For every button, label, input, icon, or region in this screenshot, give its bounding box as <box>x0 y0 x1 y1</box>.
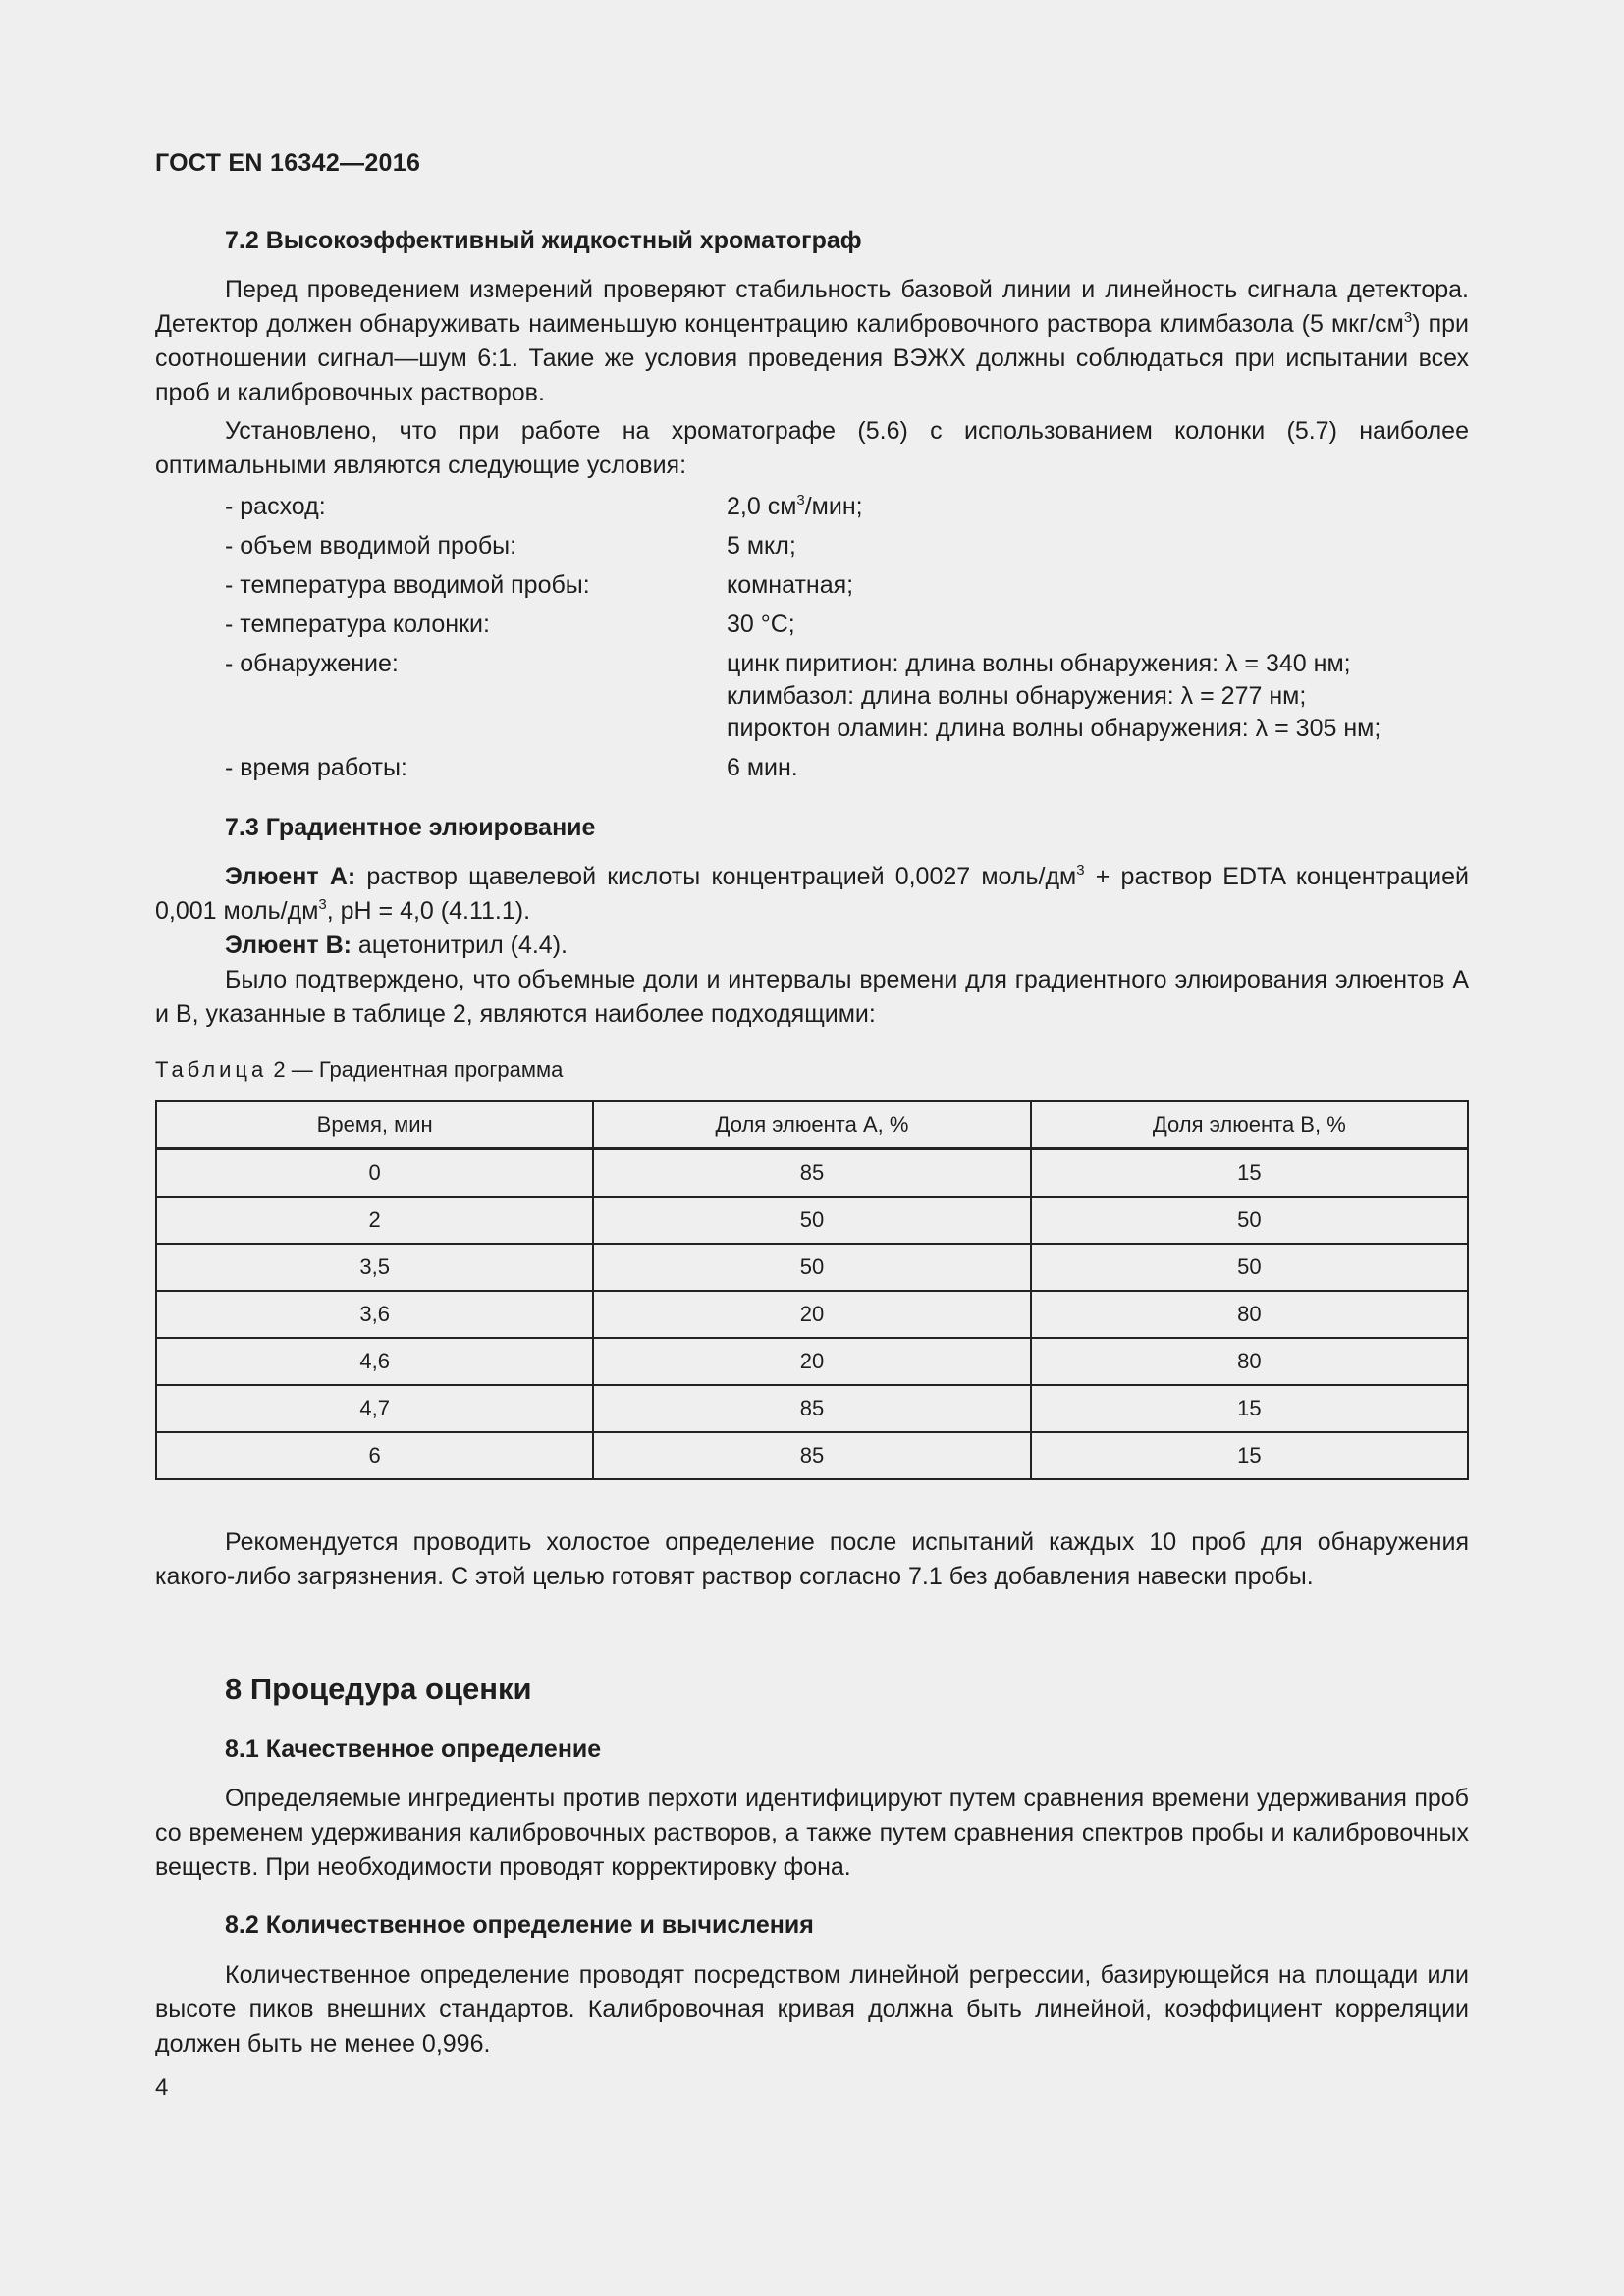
eluent-b-paragraph: Элюент В: ацетонитрил (4.4). <box>225 932 568 959</box>
condition-value-line: пироктон оламин: длина волны обнаружения: λ = 305 нм; <box>727 715 1381 742</box>
condition-label: - обнаружение: <box>225 650 399 677</box>
condition-value: комнатная; <box>727 571 854 599</box>
table-row <box>156 1197 1468 1244</box>
after-table-paragraph: Рекомендуется проводить холостое определение после испытаний каждых 10 проб для обнаружения какого-либо загрязнения. С этой целью готовят раствор согласно 7.1 без добавления навески пробы. <box>155 1528 1469 1590</box>
section-7-2-paragraph-1: Перед проведением измерений проверяют стабильность базовой линии и линейность сигнала детектора. Детектор должен обнаруживать наименьшую концентрацию калибровочного раствора климбазола (5 мкг/$см^3$) при соотношении сигнал—шум 6:1. Такие же условия проведения ВЭЖХ должны соблюдаться при испытании всех проб и калибровочных растворов. <box>155 276 1469 406</box>
table-cell: 50 <box>1031 1244 1468 1291</box>
condition-label: - температура вводимой пробы: <box>225 571 590 599</box>
table-header-cell: Доля элюента В, % <box>1031 1101 1468 1148</box>
document-id: ГОСТ EN 16342—2016 <box>155 149 421 177</box>
section-7-3-paragraph: Было подтверждено, что объемные доли и интервалы времени для градиентного элюирования элюентов А и В, указанные в таблице 2, являются наиболее подходящими: <box>155 966 1469 1028</box>
condition-label: - время работы: <box>225 754 407 781</box>
table-cell: 20 <box>593 1291 1030 1338</box>
table-cell: 20 <box>593 1338 1030 1385</box>
table-cell: 6 <box>156 1432 593 1479</box>
section-7-2-heading: 7.2 Высокоэффективный жидкостный хроматограф <box>225 227 862 254</box>
table-caption: Таблица 2 — Градиентная программа <box>155 1057 564 1082</box>
table-row <box>156 1432 1468 1479</box>
table-row <box>156 1385 1468 1432</box>
table-cell: 4,7 <box>156 1385 593 1432</box>
table-row <box>156 1244 1468 1291</box>
table-cell: 0 <box>156 1148 593 1197</box>
table-header-cell: Время, мин <box>156 1101 593 1148</box>
condition-value: 30 °C; <box>727 611 795 638</box>
condition-value: 5 мкл; <box>727 532 796 560</box>
condition-label: - объем вводимой пробы: <box>225 532 517 560</box>
condition-value-line: цинк пиритион: длина волны обнаружения: λ = 340 нм; <box>727 650 1351 677</box>
section-8-1-heading: 8.1 Качественное определение <box>225 1735 602 1763</box>
gradient-program-table <box>155 1100 1469 1480</box>
table-cell: 80 <box>1031 1338 1468 1385</box>
table-cell: 15 <box>1031 1432 1468 1479</box>
condition-label: - температура колонки: <box>225 611 490 638</box>
section-7-2-paragraph-2: Установлено, что при работе на хроматографе (5.6) с использованием колонки (5.7) наиболее оптимальными являются следующие условия: <box>155 417 1469 479</box>
table-cell: 85 <box>593 1432 1030 1479</box>
table-cell: 15 <box>1031 1148 1468 1197</box>
table-cell: 50 <box>593 1244 1030 1291</box>
section-8-1-paragraph: Определяемые ингредиенты против перхоти идентифицируют путем сравнения времени удерживания проб со временем удерживания калибровочных растворов, а также путем сравнения спектров пробы и калибровочных веществ. При необходимости проводят корректировку фона. <box>155 1785 1469 1881</box>
section-8-2-heading: 8.2 Количественное определение и вычисления <box>225 1911 814 1939</box>
table-cell: 3,6 <box>156 1291 593 1338</box>
page-number: 4 <box>155 2074 169 2101</box>
section-7-3-heading: 7.3 Градиентное элюирование <box>225 814 596 841</box>
table-row <box>156 1148 1468 1197</box>
section-8-2-paragraph: Количественное определение проводят посредством линейной регрессии, базирующейся на площади или высоте пиков внешних стандартов. Калибровочная кривая должна быть линейной, коэффициент корреляции должен быть не менее 0,996. <box>155 1961 1469 2057</box>
table-header-cell: Доля элюента А, % <box>593 1101 1030 1148</box>
condition-value-line: климбазол: длина волны обнаружения: λ = 277 нм; <box>727 682 1307 710</box>
condition-value: 2,0 $см^3$/мин; <box>727 492 863 520</box>
table-cell: 85 <box>593 1148 1030 1197</box>
table-cell: 4,6 <box>156 1338 593 1385</box>
table-cell: 80 <box>1031 1291 1468 1338</box>
condition-label: - расход: <box>225 493 326 520</box>
table-header-row <box>156 1101 1468 1148</box>
section-8-heading: 8 Процедура оценки <box>225 1672 532 1706</box>
table-cell: 3,5 <box>156 1244 593 1291</box>
condition-value: 6 мин. <box>727 754 798 781</box>
table-cell: 50 <box>1031 1197 1468 1244</box>
table-row <box>156 1291 1468 1338</box>
table-row <box>156 1338 1468 1385</box>
table-cell: 50 <box>593 1197 1030 1244</box>
table-cell: 2 <box>156 1197 593 1244</box>
eluent-a-paragraph: Элюент А: раствор щавелевой кислоты концентрацией 0,0027 моль/$дм^3$ + раствор EDTA концентрацией 0,001 моль/$дм^3$, pH = 4,0 (4.11.1). <box>155 862 1469 925</box>
table-cell: 85 <box>593 1385 1030 1432</box>
table-cell: 15 <box>1031 1385 1468 1432</box>
